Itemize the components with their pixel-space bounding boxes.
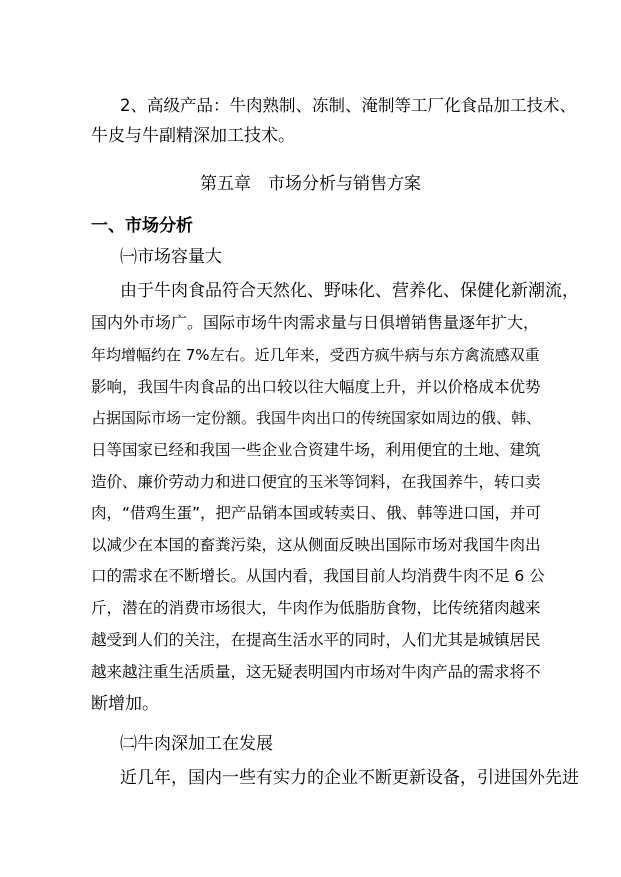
subsection-heading: ㈠市场容量大 <box>120 247 222 267</box>
paragraph-line: 肉，“借鸡生蛋”，把产品销本国或转卖日、俄、韩等进口国，并可 <box>91 504 542 522</box>
paragraph-line: 由于牛肉食品符合天然化、野味化、营养化、保健化新潮流， <box>120 281 579 301</box>
chapter-title: 第五章 市场分析与销售方案 <box>200 174 421 194</box>
paragraph-line: 口的需求在不断增长。从国内看，我国目前人均消费牛肉不足 6 公 <box>91 567 545 585</box>
paragraph-line: 牛皮与牛副精深加工技术。 <box>91 126 295 146</box>
paragraph-line: 断增加。 <box>91 694 159 714</box>
paragraph-line: 国内外市场广。国际市场牛肉需求量与日俱增销售量逐年扩大， <box>91 313 540 332</box>
subsection-heading: ㈡牛肉深加工在发展 <box>120 734 273 754</box>
paragraph-line: 斤，潜在的消费市场很大，牛肉作为低脂肪食物，比传统猪肉越来 <box>91 599 541 617</box>
paragraph-line: 越来越注重生活质量，这无疑表明国内市场对牛肉产品的需求将不 <box>91 663 541 681</box>
paragraph-line: 年均增幅约在 7%左右。近几年来，受西方疯牛病与东方禽流感双重 <box>91 346 540 364</box>
paragraph-line: 近几年，国内一些有实力的企业不断更新设备，引进国外先进 <box>120 768 579 788</box>
paragraph-line: 占据国际市场一定份额。我国牛肉出口的传统国家如周边的俄、韩、 <box>91 409 542 427</box>
paragraph-line: 造价、廉价劳动力和进口便宜的玉米等饲料，在我国养牛，转口卖 <box>91 473 541 491</box>
section-heading: 一、市场分析 <box>91 216 193 236</box>
paragraph-line: 2、高级产品：牛肉熟制、冻制、淹制等工厂化食品加工技术、 <box>120 96 576 115</box>
paragraph-line: 以减少在本国的畜粪污染，这从侧面反映出国际市场对我国牛肉出 <box>91 536 541 554</box>
paragraph-line: 影响，我国牛肉食品的出口较以往大幅度上升，并以价格成本优势 <box>91 378 541 396</box>
paragraph-line: 日等国家已经和我国一些企业合资建牛场，利用便宜的土地、建筑 <box>91 441 541 459</box>
paragraph-line: 越受到人们的关注，在提高生活水平的同时，人们尤其是城镇居民 <box>91 631 541 649</box>
